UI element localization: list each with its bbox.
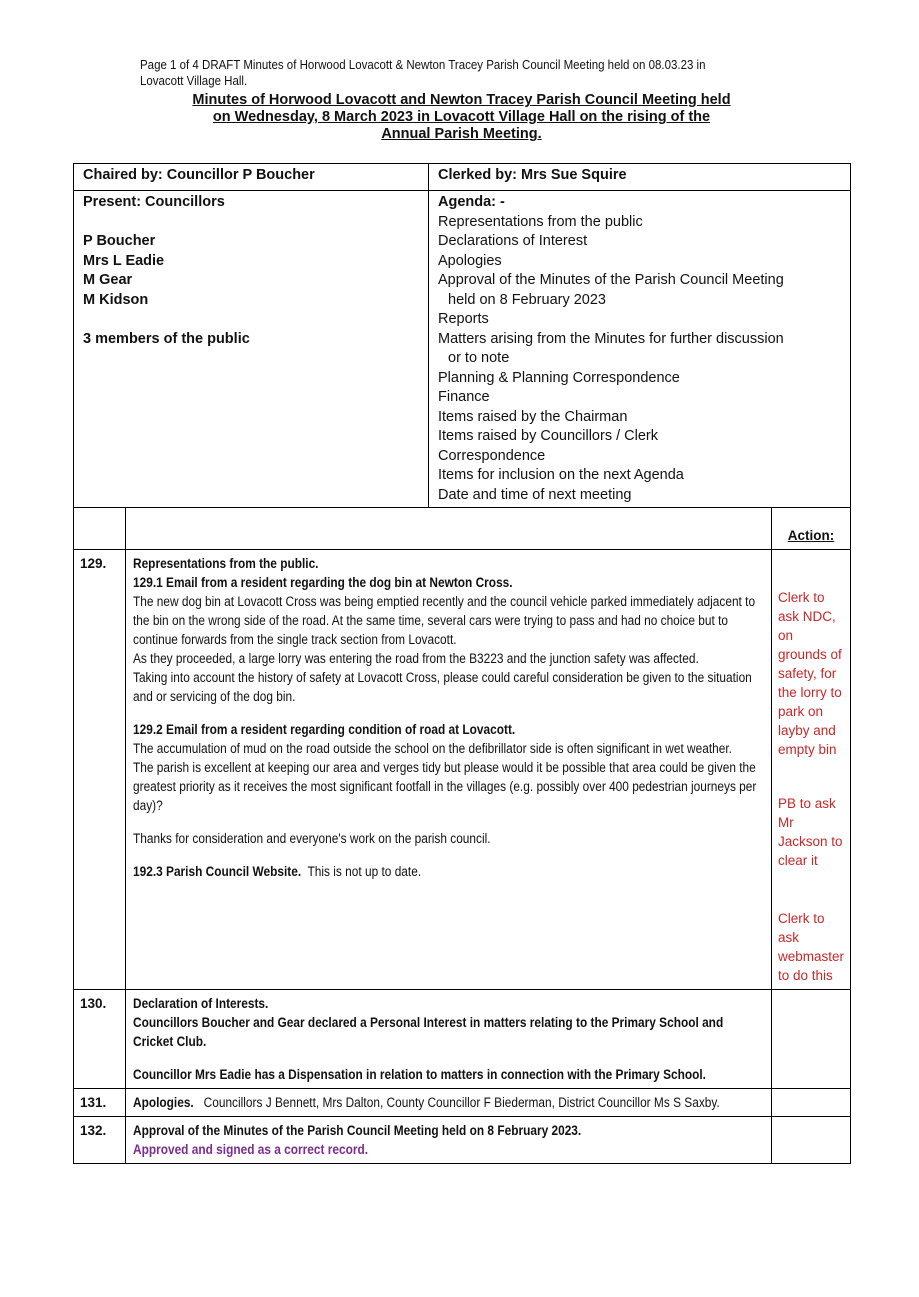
minute-body <box>126 550 772 990</box>
title-line: Annual Parish Meeting. <box>381 126 542 142</box>
action-note: Clerk to ask NDC, on grounds of safety, for the lorry to park on layby and empty bin <box>777 590 842 757</box>
action-heading: Action: <box>771 508 850 550</box>
minute-body <box>126 1089 772 1117</box>
paragraph: The accumulation of mud on the road outside the school on the defibrillator side is often significant in wet weather. <box>133 741 732 756</box>
paragraph: As they proceeded, a large lorry was entering the road from the B3223 and the junction safety was affected. <box>133 651 699 666</box>
minute-number: 130. <box>74 990 126 1089</box>
agenda-item: Items raised by Councillors / Clerk <box>438 428 658 444</box>
agenda-item: Correspondence <box>438 447 546 464</box>
agenda-item: Matters arising from the Minutes for further discussion <box>438 330 784 347</box>
agenda-item: Apologies <box>438 252 502 269</box>
minute-row-130 <box>74 990 851 1089</box>
paragraph: This is not up to date. <box>307 864 422 879</box>
agenda-item: Items for inclusion on the next Agenda <box>438 467 684 483</box>
agenda-item: Representations from the public <box>438 213 643 230</box>
minutes-table <box>73 507 851 1164</box>
agenda-heading: Agenda: - <box>438 194 505 210</box>
header-body-cell <box>126 508 772 550</box>
minute-body <box>126 990 772 1089</box>
attendance-agenda-table <box>73 163 851 508</box>
subsection-heading: 129.2 Email from a resident regarding condition of road at Lovacott. <box>133 722 516 737</box>
agenda-item: Approval of the Minutes of the Parish Council Meeting <box>438 272 784 288</box>
paragraph: Councillor Mrs Eadie has a Dispensation in relation to matters in connection with the Primary School. <box>133 1067 706 1082</box>
action-cell <box>771 1089 850 1117</box>
members-of-public: 3 members of the public <box>83 330 250 347</box>
minute-number: 129. <box>74 550 126 990</box>
action-note: PB to ask Mr Jackson to clear it <box>777 796 843 868</box>
action-cell <box>771 1117 850 1164</box>
minute-heading: Approval of the Minutes of the Parish Council Meeting held on 8 February 2023. <box>133 1123 582 1138</box>
agenda-item: Reports <box>438 311 489 327</box>
paragraph: Taking into account the history of safety at Lovacott Cross, please could careful consideration be given to the situation and or servicing of the dog bin. <box>133 670 752 704</box>
minute-number: 132. <box>74 1117 126 1164</box>
minute-heading: Representations from the public. <box>133 556 319 571</box>
agenda-item: Planning & Planning Correspondence <box>438 369 680 386</box>
agenda-item: Declarations of Interest <box>438 233 588 249</box>
agenda-item: or to note <box>448 350 510 366</box>
clerked-by: Clerked by: Mrs Sue Squire <box>429 164 851 191</box>
present-heading: Present: Councillors <box>83 194 225 210</box>
minute-heading: Declaration of Interests. <box>133 996 269 1011</box>
header-num-cell <box>74 508 126 550</box>
minute-number: 131. <box>74 1089 126 1117</box>
paragraph: Councillors J Bennett, Mrs Dalton, County Councillor F Biederman, District Councillor Ms S Saxby. <box>203 1095 720 1110</box>
agenda-cell <box>429 191 851 508</box>
present-name: M Gear <box>83 272 133 288</box>
chaired-by: Chaired by: Councillor P Boucher <box>74 164 429 191</box>
action-cell <box>771 550 850 990</box>
present-name: P Boucher <box>83 233 156 249</box>
minute-row-131 <box>74 1089 851 1117</box>
present-cell <box>74 191 429 508</box>
paragraph: Councillors Boucher and Gear declared a Personal Interest in matters relating to the Primary School and Cricket Club. <box>133 1015 724 1049</box>
minute-heading: Apologies. <box>133 1095 194 1110</box>
minute-body <box>126 1117 772 1164</box>
approval-note: Approved and signed as a correct record. <box>133 1142 369 1157</box>
paragraph: The parish is excellent at keeping our area and verges tidy but please would it be possible that area could be given the greatest priority as it receives the most significant footfall in the villages (e.g. possibly over 400 pedestrian journeys per day)? <box>133 760 757 813</box>
page-header-note: Page 1 of 4 DRAFT Minutes of Horwood Lovacott & Newton Tracey Parish Council Meeting held on 08.03.23 in Lovacott Village Hall. <box>140 58 706 88</box>
subsection-heading: 129.1 Email from a resident regarding the dog bin at Newton Cross. <box>133 575 513 590</box>
paragraph: Thanks for consideration and everyone's work on the parish council. <box>133 831 491 846</box>
document-title <box>73 92 850 143</box>
present-name: Mrs L Eadie <box>83 252 165 269</box>
action-note: Clerk to ask webmaster to do this <box>777 911 845 983</box>
agenda-item: held on 8 February 2023 <box>448 291 606 308</box>
present-name: M Kidson <box>83 291 149 308</box>
title-line: on Wednesday, 8 March 2023 in Lovacott Village Hall on the rising of the <box>212 109 711 125</box>
agenda-item: Items raised by the Chairman <box>438 408 628 425</box>
subsection-heading: 192.3 Parish Council Website. <box>133 864 302 879</box>
agenda-item: Date and time of next meeting <box>438 486 632 503</box>
minute-row-129 <box>74 550 851 990</box>
action-cell <box>771 990 850 1089</box>
title-line: Minutes of Horwood Lovacott and Newton Tracey Parish Council Meeting held <box>192 92 731 108</box>
minute-row-132 <box>74 1117 851 1164</box>
agenda-item: Finance <box>438 389 490 405</box>
paragraph: The new dog bin at Lovacott Cross was being emptied recently and the council vehicle parked immediately adjacent to the bin on the wrong side of the road. At the same time, several cars were trying to pass and had no choice but to continue forwards from the single track section from Lovacott. <box>133 594 756 647</box>
